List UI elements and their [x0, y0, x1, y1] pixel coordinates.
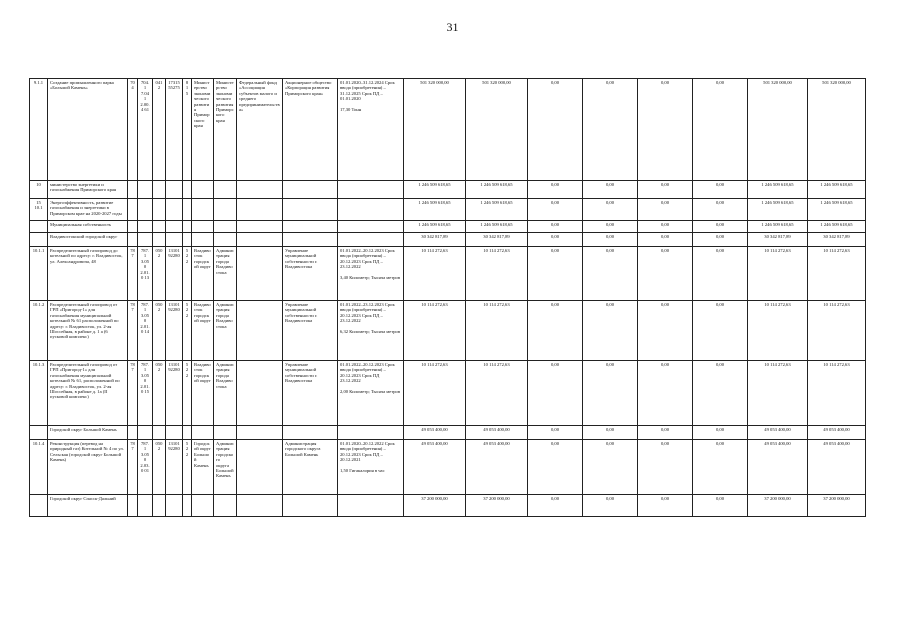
cell-c4: 0,00 [583, 79, 638, 181]
cell-c4: 0,00 [583, 233, 638, 247]
cell-csr [166, 221, 183, 233]
cell-pr [153, 221, 166, 233]
cell-terms: 01.01.2022–20.12.2023 Срок ввода (приобретения) – 20.12.2023 Срок ПД – 23.12.2022 3,40 Километр; Тысяча метров [338, 247, 404, 301]
cell-no: 10 [30, 181, 48, 199]
cell-customer [214, 181, 237, 199]
cell-grbs [128, 233, 138, 247]
cell-name: Распределительный газопровод до котельной по адресу: г. Владивосток, ул. Александровича, 48 [48, 247, 128, 301]
cell-c7: 1 246 509 618,65 [748, 221, 808, 233]
cell-c4: 0,00 [583, 426, 638, 440]
cell-c2: 10 114 272,63 [466, 361, 528, 426]
cell-executor [283, 233, 338, 247]
cell-c8: 1 246 509 618,65 [808, 199, 866, 221]
cell-c3: 0,00 [528, 440, 583, 495]
cell-vr: 522 [183, 301, 192, 361]
cell-vr: 522 [183, 247, 192, 301]
cell-name: Городской округ Большой Камень [48, 426, 128, 440]
cell-c6: 0,00 [693, 495, 748, 517]
cell-grbs [128, 181, 138, 199]
table-row [30, 79, 866, 181]
cell-c2: 1 246 509 618,65 [466, 199, 528, 221]
cell-c3: 0,00 [528, 221, 583, 233]
cell-csr [166, 233, 183, 247]
cell-recipient [237, 301, 283, 361]
budget-table [29, 78, 866, 517]
table-row [30, 361, 866, 426]
cell-c2: 1 246 509 618,65 [466, 221, 528, 233]
cell-terms [338, 426, 404, 440]
cell-org: Городской округ Большой Камень [192, 440, 214, 495]
cell-customer [214, 221, 237, 233]
cell-org [192, 233, 214, 247]
cell-c7: 1 246 509 618,65 [748, 181, 808, 199]
cell-customer: Администрация городского округа Большой Камень [214, 440, 237, 495]
cell-terms [338, 221, 404, 233]
cell-c7: 49 053 400,00 [748, 440, 808, 495]
cell-c2: 501 320 000,00 [466, 79, 528, 181]
cell-recipient [237, 221, 283, 233]
cell-grbs: 704 [128, 79, 138, 181]
cell-c2: 30 342 817,89 [466, 233, 528, 247]
cell-c3: 0,00 [528, 301, 583, 361]
cell-c3: 0,00 [528, 247, 583, 301]
cell-org [192, 426, 214, 440]
cell-recipient: Федеральный фонд «Ассоциация субъектов малого и среднего предпринимательства» [237, 79, 283, 181]
cell-c6: 0,00 [693, 440, 748, 495]
cell-c5: 0,00 [638, 221, 693, 233]
cell-org: Владивосток городской округ [192, 361, 214, 426]
cell-recipient [237, 361, 283, 426]
cell-no [30, 221, 48, 233]
cell-c7: 501 320 000,00 [748, 79, 808, 181]
cell-no: 10.1.1 [30, 247, 48, 301]
cell-terms: 01.01.2020–31.12.2024 Срок ввода (приобретения) – 31.12.2025 Срок ПД – 01.01.2020 17,30 Тонн [338, 79, 404, 181]
cell-pr: 0412 [153, 79, 166, 181]
cell-c4: 0,00 [583, 199, 638, 221]
cell-org: Владивосток городской округ [192, 301, 214, 361]
cell-c6: 0,00 [693, 361, 748, 426]
cell-c3: 0,00 [528, 361, 583, 426]
table-row [30, 199, 866, 221]
cell-c7: 10 114 272,63 [748, 247, 808, 301]
cell-c8: 1 246 509 618,65 [808, 221, 866, 233]
cell-rz [138, 221, 153, 233]
cell-customer: Администрация города Владивостока [214, 247, 237, 301]
cell-executor [283, 199, 338, 221]
cell-vr: 522 [183, 361, 192, 426]
cell-vr [183, 199, 192, 221]
cell-pr [153, 199, 166, 221]
cell-c5: 0,00 [638, 79, 693, 181]
cell-recipient [237, 181, 283, 199]
table-row [30, 233, 866, 247]
cell-csr: 13101 92280 [166, 247, 183, 301]
cell-pr: 0502 [153, 301, 166, 361]
cell-vr [183, 181, 192, 199]
cell-c4: 0,00 [583, 495, 638, 517]
table-row [30, 301, 866, 361]
cell-c3: 0,00 [528, 495, 583, 517]
cell-terms: 01.01.2020–20.12.2022 Срок ввода (приобретения) – 20.12.2023 Срок ПД – 20.12.2021 1,50 Гигакалория в час [338, 440, 404, 495]
cell-no [30, 426, 48, 440]
cell-c8: 10 114 272,63 [808, 301, 866, 361]
cell-terms [338, 495, 404, 517]
cell-c4: 0,00 [583, 221, 638, 233]
cell-no: 9.1.1 [30, 79, 48, 181]
cell-rz [138, 426, 153, 440]
cell-org: Министерство экономического развития Приморского края [192, 79, 214, 181]
cell-executor: Акционерное общество «Корпорация развития Приморского края» [283, 79, 338, 181]
table-row [30, 426, 866, 440]
cell-c5: 0,00 [638, 301, 693, 361]
cell-no [30, 233, 48, 247]
cell-org [192, 221, 214, 233]
cell-no: 15 10.1 [30, 199, 48, 221]
cell-executor [283, 426, 338, 440]
cell-csr [166, 495, 183, 517]
cell-c5: 0,00 [638, 181, 693, 199]
cell-name: Распределительный газопровод от ГРП «Пригород-1» для газоснабжения муниципальной котельной № 61, расположенной по адресу: г. Владивосток, ул. 2-ая Шоссейная, в районе д. 1а (II пусковой комплекс) [48, 361, 128, 426]
cell-c5: 0,00 [638, 247, 693, 301]
table-row [30, 181, 866, 199]
cell-rz: 787.1 3.050 2.01.0 13 [138, 247, 153, 301]
cell-c1: 10 114 272,63 [404, 301, 466, 361]
cell-c2: 49 053 400,00 [466, 440, 528, 495]
cell-org [192, 199, 214, 221]
cell-c2: 37 200 000,00 [466, 495, 528, 517]
cell-rz [138, 495, 153, 517]
cell-executor: Управление муниципальной собственности г. Владивостока [283, 361, 338, 426]
cell-grbs [128, 426, 138, 440]
cell-c5: 0,00 [638, 233, 693, 247]
cell-executor [283, 181, 338, 199]
table-row [30, 221, 866, 233]
cell-org: Владивосток городской округ [192, 247, 214, 301]
cell-c8: 49 053 400,00 [808, 440, 866, 495]
cell-c5: 0,00 [638, 495, 693, 517]
cell-vr [183, 426, 192, 440]
cell-recipient [237, 233, 283, 247]
cell-customer: Администрация города Владивостока [214, 361, 237, 426]
cell-c4: 0,00 [583, 301, 638, 361]
cell-c8: 1 246 509 618,65 [808, 181, 866, 199]
cell-rz: 704.1 7.041 2.00.4 61 [138, 79, 153, 181]
cell-c6: 0,00 [693, 181, 748, 199]
cell-c6: 0,00 [693, 79, 748, 181]
cell-c6: 0,00 [693, 221, 748, 233]
cell-csr: 13101 92280 [166, 301, 183, 361]
cell-c7: 10 114 272,63 [748, 301, 808, 361]
cell-c5: 0,00 [638, 361, 693, 426]
table-row [30, 440, 866, 495]
cell-name: Городской округ Спасск-Дальний [48, 495, 128, 517]
cell-c3: 0,00 [528, 233, 583, 247]
cell-c8: 49 053 400,00 [808, 426, 866, 440]
cell-rz: 787.1 3.050 2.01.0 15 [138, 361, 153, 426]
cell-name: Владивостокский городской округ [48, 233, 128, 247]
cell-terms [338, 199, 404, 221]
cell-grbs [128, 495, 138, 517]
cell-recipient [237, 495, 283, 517]
table-body [30, 79, 866, 517]
cell-csr: 17315 55275 [166, 79, 183, 181]
cell-terms: 01.01.2022–20.12.2023 Срок ввода (приобретения) – 20.12.2023 Срок ПД 23.12.2022 2,00 Километр; Тысяча метров [338, 361, 404, 426]
cell-executor: Администрация городского округа Большой Камень [283, 440, 338, 495]
cell-c1: 49 053 400,00 [404, 440, 466, 495]
cell-terms [338, 181, 404, 199]
cell-csr [166, 426, 183, 440]
cell-csr: 13101 92280 [166, 440, 183, 495]
cell-c1: 10 114 272,63 [404, 361, 466, 426]
cell-c3: 0,00 [528, 426, 583, 440]
cell-csr: 13101 92280 [166, 361, 183, 426]
cell-org [192, 181, 214, 199]
cell-customer [214, 426, 237, 440]
cell-c3: 0,00 [528, 79, 583, 181]
cell-name: Реконструкция (перевод на природный газ) Котельной № 4 по ул. Сельская (городской округ Большой Камень) [48, 440, 128, 495]
cell-c1: 37 200 000,00 [404, 495, 466, 517]
cell-c8: 501 320 000,00 [808, 79, 866, 181]
cell-csr [166, 181, 183, 199]
cell-name: министерство энергетики и газоснабжения Приморского края [48, 181, 128, 199]
cell-c6: 0,00 [693, 426, 748, 440]
cell-c8: 10 114 272,63 [808, 247, 866, 301]
cell-pr: 0502 [153, 440, 166, 495]
cell-c6: 0,00 [693, 301, 748, 361]
cell-c3: 0,00 [528, 181, 583, 199]
cell-c1: 10 114 272,63 [404, 247, 466, 301]
cell-grbs: 787 [128, 301, 138, 361]
cell-name: Распределительный газопровод от ГРП «Пригород-1» для газоснабжения муниципальной котельной № 61 расположенной по адресу: г. Владивосток, ул. 2-ая Шоссейная, в районе д. 1 а (6 пусковой комплекс) [48, 301, 128, 361]
cell-recipient [237, 426, 283, 440]
cell-c2: 10 114 272,63 [466, 247, 528, 301]
cell-name: Создание промышленного парка «Большой Камень» [48, 79, 128, 181]
cell-c1: 30 342 817,89 [404, 233, 466, 247]
cell-c7: 49 053 400,00 [748, 426, 808, 440]
cell-grbs [128, 199, 138, 221]
cell-c1: 1 246 509 618,65 [404, 221, 466, 233]
cell-c1: 1 246 509 618,65 [404, 181, 466, 199]
cell-c3: 0,00 [528, 199, 583, 221]
cell-vr: 815 [183, 79, 192, 181]
cell-c6: 0,00 [693, 233, 748, 247]
cell-name: Муниципальная собственность [48, 221, 128, 233]
cell-grbs: 787 [128, 247, 138, 301]
cell-c6: 0,00 [693, 199, 748, 221]
cell-rz [138, 233, 153, 247]
cell-c7: 1 246 509 618,65 [748, 199, 808, 221]
cell-customer: Администрация города Владивостока [214, 301, 237, 361]
cell-c7: 30 342 817,89 [748, 233, 808, 247]
cell-vr [183, 495, 192, 517]
cell-customer [214, 495, 237, 517]
cell-grbs [128, 221, 138, 233]
cell-no: 10.1.2 [30, 301, 48, 361]
cell-c4: 0,00 [583, 247, 638, 301]
cell-rz: 787.1 3.050 2.01.0 14 [138, 301, 153, 361]
cell-c5: 0,00 [638, 440, 693, 495]
cell-grbs: 787 [128, 440, 138, 495]
cell-rz: 787.1 3.050 2.03.0 01 [138, 440, 153, 495]
cell-c4: 0,00 [583, 361, 638, 426]
cell-c2: 1 246 509 618,65 [466, 181, 528, 199]
cell-c7: 10 114 272,63 [748, 361, 808, 426]
cell-c5: 0,00 [638, 199, 693, 221]
cell-c2: 49 053 400,00 [466, 426, 528, 440]
table-row [30, 247, 866, 301]
cell-pr [153, 495, 166, 517]
cell-c6: 0,00 [693, 247, 748, 301]
cell-vr [183, 233, 192, 247]
cell-pr: 0502 [153, 361, 166, 426]
cell-c4: 0,00 [583, 440, 638, 495]
cell-customer [214, 233, 237, 247]
cell-org [192, 495, 214, 517]
cell-pr [153, 426, 166, 440]
cell-rz [138, 199, 153, 221]
cell-c8: 30 342 817,89 [808, 233, 866, 247]
cell-rz [138, 181, 153, 199]
cell-csr [166, 199, 183, 221]
cell-customer [214, 199, 237, 221]
cell-vr: 522 [183, 440, 192, 495]
cell-executor [283, 495, 338, 517]
page-number: 31 [446, 20, 459, 34]
cell-executor: Управление муниципальной собственности г. Владивостока [283, 247, 338, 301]
cell-executor: Управление муниципальной собственности г. Владивостока [283, 301, 338, 361]
cell-terms [338, 233, 404, 247]
cell-c8: 37 200 000,00 [808, 495, 866, 517]
cell-recipient [237, 247, 283, 301]
cell-recipient [237, 199, 283, 221]
cell-no: 10.1.4 [30, 440, 48, 495]
cell-name: Энергоэффективность, развитие газоснабжения и энергетики в Приморском крае на 2020-2027 годы [48, 199, 128, 221]
table-row [30, 495, 866, 517]
cell-no: 10.1.3 [30, 361, 48, 426]
cell-vr [183, 221, 192, 233]
cell-terms: 01.01.2022–23.12.2023 Срок ввода (приобретения) – 20.12.2023 Срок ПД – 23.12.2022 6,32 Километр; Тысяча метров [338, 301, 404, 361]
cell-c2: 10 114 272,63 [466, 301, 528, 361]
cell-executor [283, 221, 338, 233]
cell-c7: 37 200 000,00 [748, 495, 808, 517]
cell-grbs: 787 [128, 361, 138, 426]
cell-pr: 0502 [153, 247, 166, 301]
cell-c1: 501 320 000,00 [404, 79, 466, 181]
cell-c1: 49 053 400,00 [404, 426, 466, 440]
cell-c4: 0,00 [583, 181, 638, 199]
cell-c5: 0,00 [638, 426, 693, 440]
cell-pr [153, 233, 166, 247]
cell-customer: Министерство экономического развития Приморского края [214, 79, 237, 181]
cell-recipient [237, 440, 283, 495]
cell-no [30, 495, 48, 517]
cell-c1: 1 246 509 618,65 [404, 199, 466, 221]
cell-c8: 10 114 272,63 [808, 361, 866, 426]
cell-pr [153, 181, 166, 199]
